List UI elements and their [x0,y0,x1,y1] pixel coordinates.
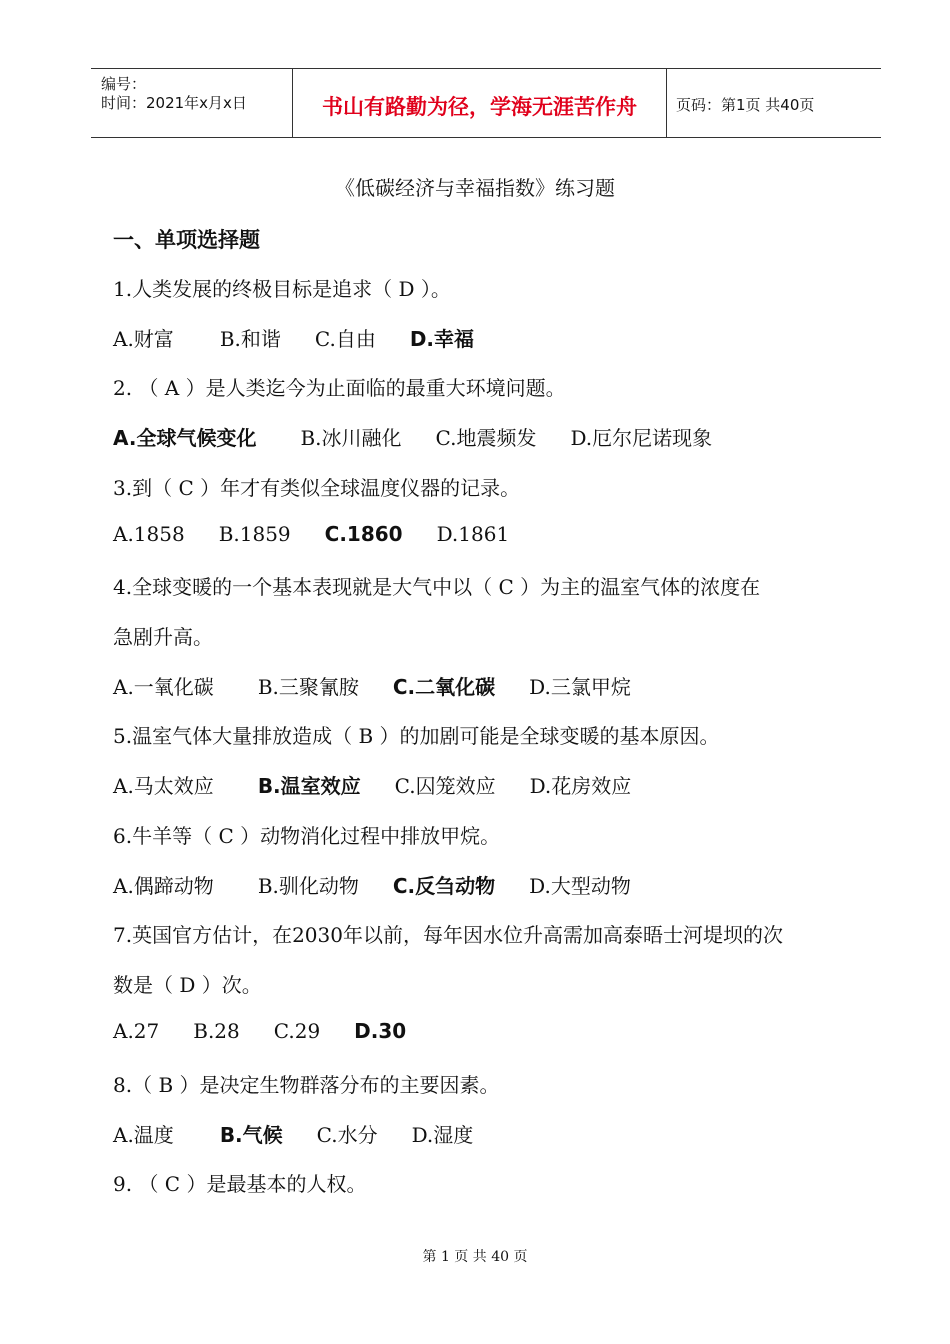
question-stem: 6.牛羊等（ C ）动物消化过程中排放甲烷。 [113,824,501,848]
option: D.1861 [436,522,510,546]
question-stem: 4.全球变暖的一个基本表现就是大气中以（ C ）为主的温室气体的浓度在 [113,575,761,599]
header-page-cell [666,69,881,137]
option: D.花房效应 [529,774,632,798]
option: C.29 [273,1019,321,1043]
correct-option: C.1860 [324,522,403,546]
document-title: 《低碳经济与幸福指数》练习题 [335,176,615,200]
question-stem: 2. （ A ）是人类迄今为止面临的最重大环境问题。 [113,376,566,400]
option: C.地震频发 [435,426,537,450]
option: D.湿度 [411,1123,474,1147]
option: D.厄尔尼诺现象 [570,426,713,450]
question-options [113,770,663,799]
option: A.马太效应 [113,774,214,798]
correct-option: D.幸福 [409,327,475,351]
question-stem: 8.（ B ）是决定生物群落分布的主要因素。 [113,1073,500,1097]
correct-option: A.全球气候变化 [113,426,257,450]
question-stem-continued: 数是（ D ）次。 [113,973,262,997]
document-number: 编号： [101,75,147,93]
header-table [91,68,881,138]
question-stem: 3.到（ C ）年才有类似全球温度仪器的记录。 [113,476,521,500]
question-options [113,522,541,546]
option: A.一氧化碳 [113,675,214,699]
option: A.1858 [113,522,185,546]
header-motto-cell [292,69,667,137]
option: C.囚笼效应 [394,774,496,798]
option: B.和谐 [219,327,281,351]
option: A.27 [113,1019,160,1043]
header-info-cell [91,69,292,137]
option: C.水分 [316,1123,378,1147]
page-indicator: 页码：第1页 共40页 [676,96,815,114]
motto: 书山有路勤为径，学海无涯苦作舟 [322,95,637,119]
option: A.偶蹄动物 [113,874,214,898]
question-options [113,323,506,352]
page-footer: 第 1 页 共 40 页 [422,1249,528,1265]
question-options [113,671,663,700]
option: B.三聚氰胺 [257,675,359,699]
correct-option: B.温室效应 [257,774,361,798]
option: B.28 [193,1019,240,1043]
option: D.三氯甲烷 [529,675,631,699]
question-stem: 1.人类发展的终极目标是追求（ D ）。 [113,277,451,301]
question-options [113,422,744,451]
correct-option: B.气候 [219,1123,283,1147]
option: C.自由 [314,327,376,351]
option: B.1859 [218,522,291,546]
option: B.冰川融化 [300,426,402,450]
correct-option: C.反刍动物 [392,874,496,898]
option: B.驯化动物 [257,874,359,898]
question-stem: 7.英国官方估计，在2030年以前，每年因水位升高需加高泰晤士河堤坝的次 [113,923,783,947]
option: A.财富 [113,327,174,351]
question-options [113,870,663,899]
section-title: 一、单项选择题 [113,228,260,252]
option: D.大型动物 [529,874,631,898]
question-stem: 5.温室气体大量排放造成（ B ）的加剧可能是全球变暖的基本原因。 [113,724,720,748]
correct-option: D.30 [354,1019,407,1043]
option: A.温度 [113,1123,174,1147]
question-options [113,1019,438,1043]
question-options [113,1119,505,1148]
question-stem: 9. （ C ）是最基本的人权。 [113,1172,367,1196]
question-stem-continued: 急剧升高。 [113,625,213,649]
correct-option: C.二氧化碳 [392,675,496,699]
document-time: 时间：2021年x月x日 [101,94,247,112]
